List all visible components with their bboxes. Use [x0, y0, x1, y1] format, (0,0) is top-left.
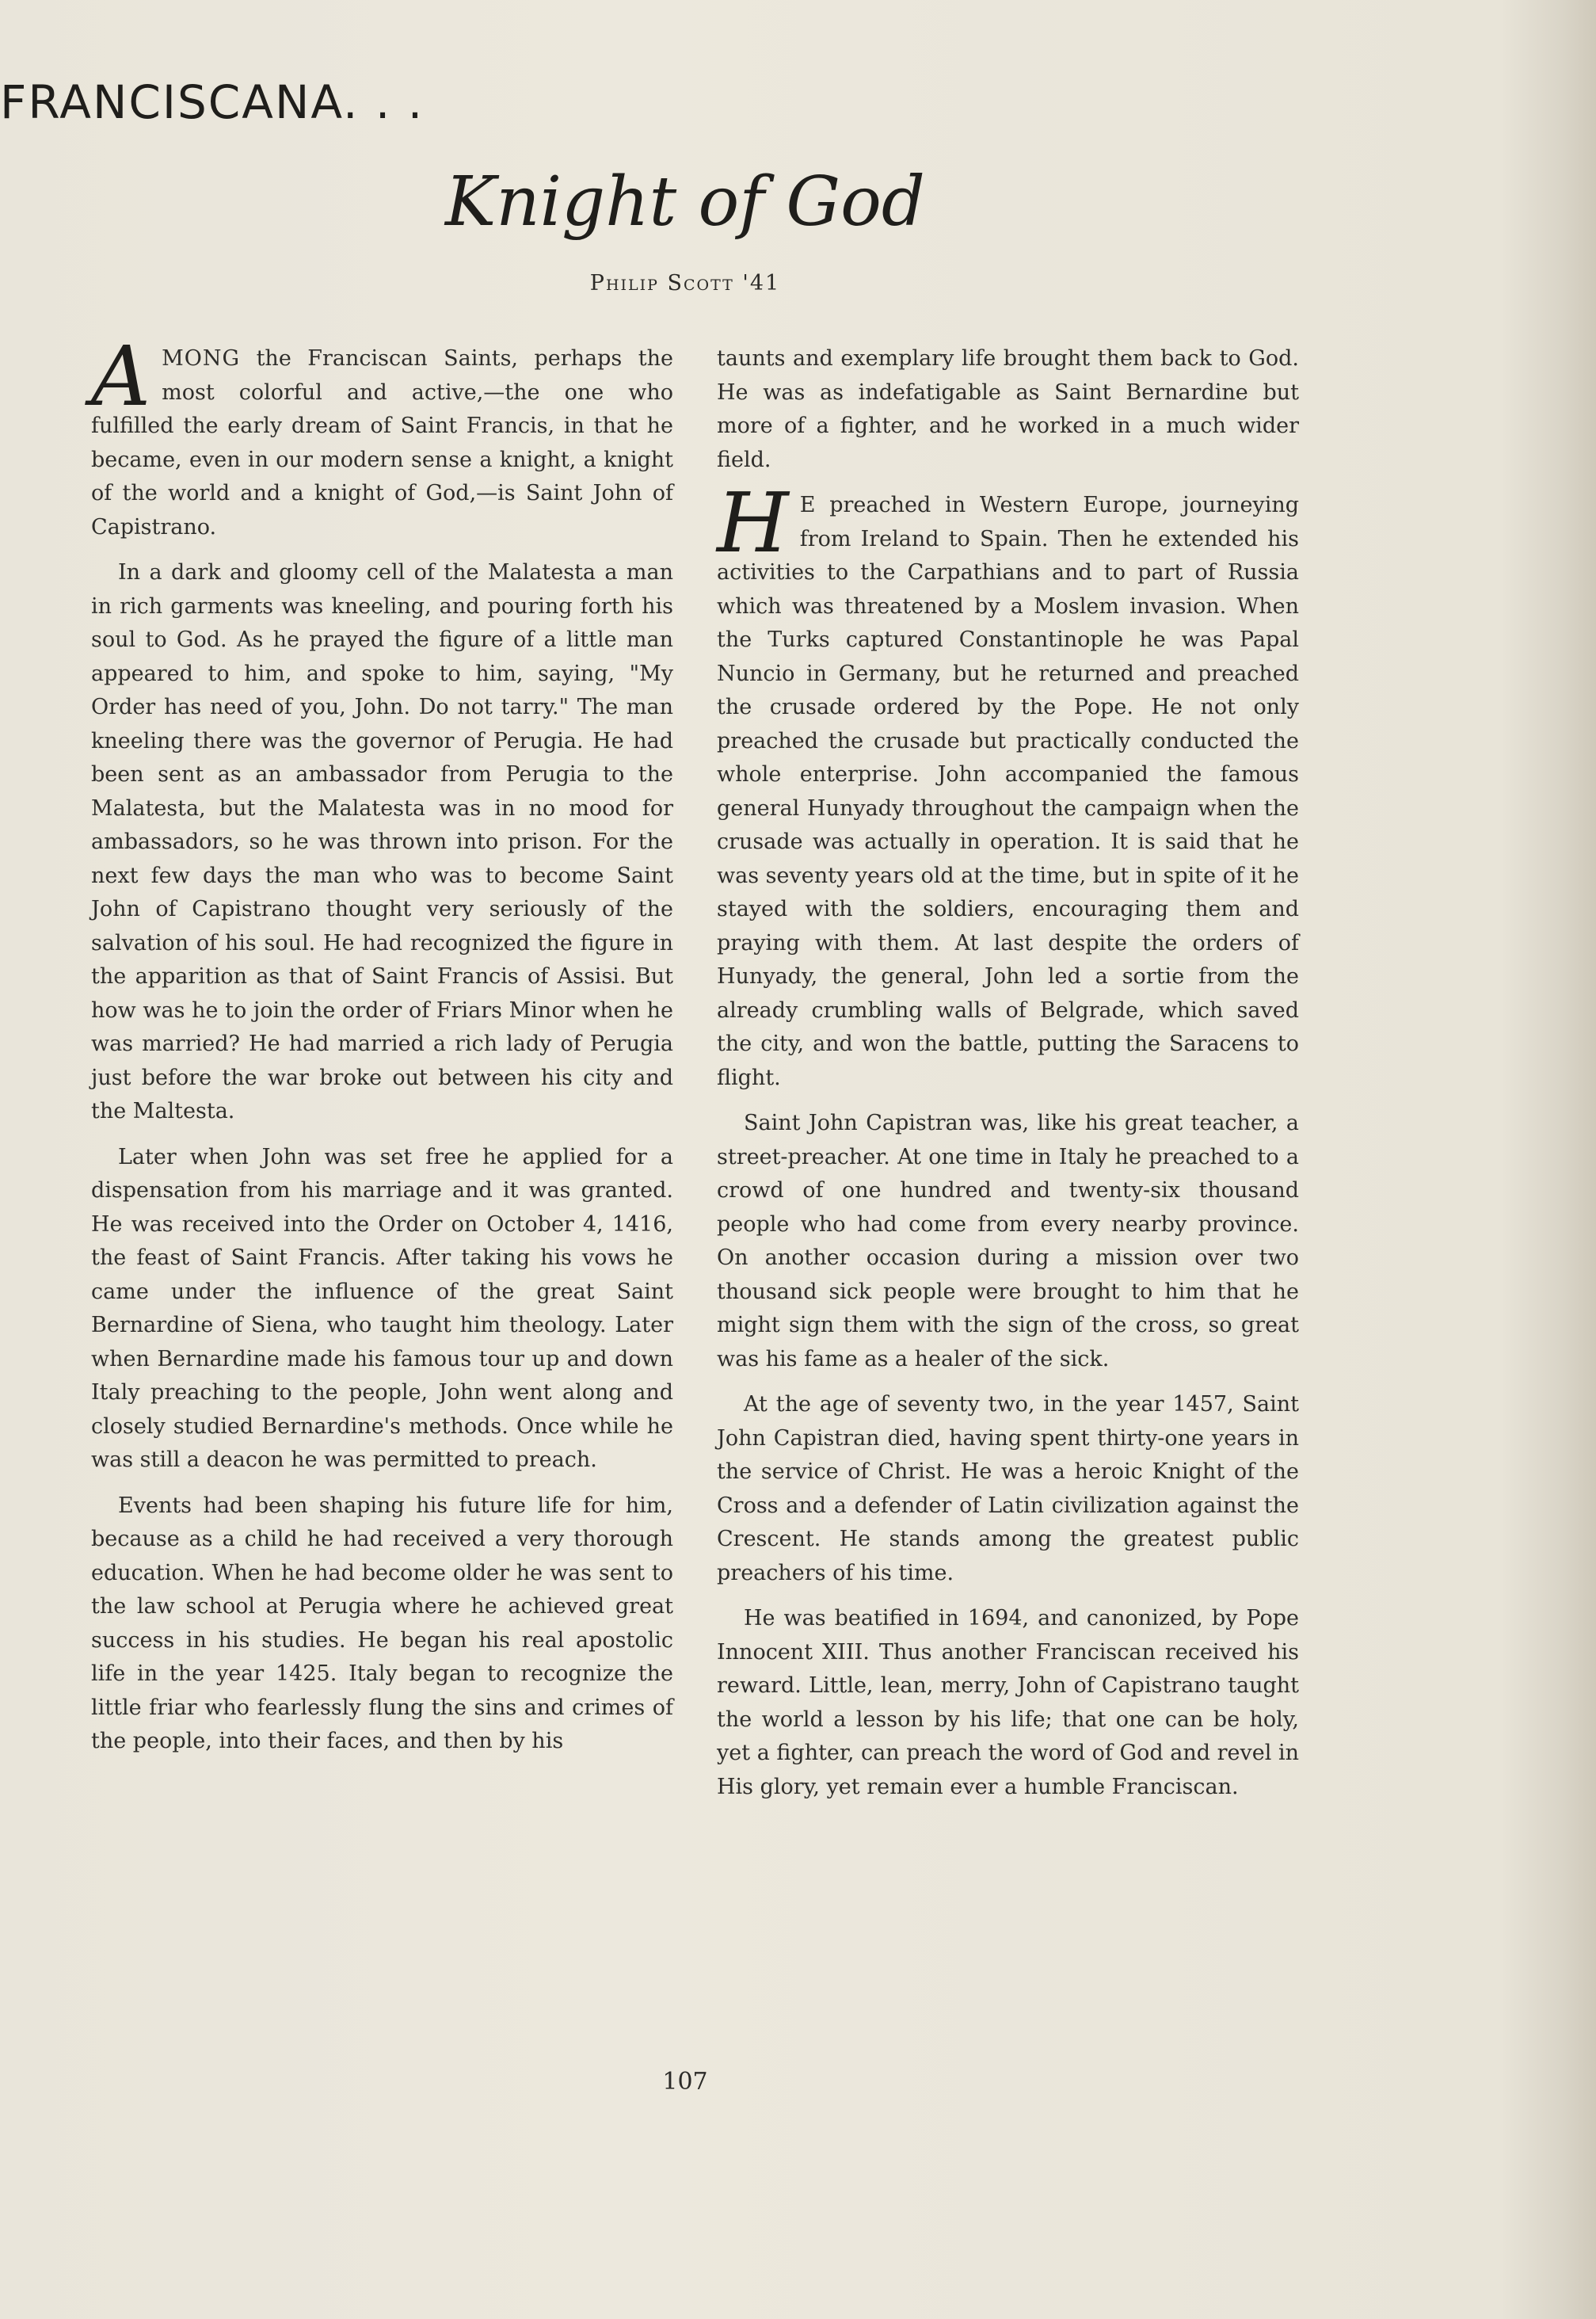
paragraph: Saint John Capistran was, like his great teacher, a street-preacher. At one time in Italy he preached to a crowd of one hundred and twenty-six thousand people who had come from every nearby province. On another occasion during a mission over two thousand sick people were brought to him that he might sign them with the sign of the cross, so great was his fame as a healer of the sick. [717, 1111, 1299, 1371]
paragraph [717, 475, 1299, 1095]
drop-cap-letter: H [717, 475, 789, 571]
text-column-left [91, 328, 673, 1771]
section-heading: FRANCISCANA. . . [0, 75, 425, 129]
drop-cap-letter: A [91, 328, 151, 425]
paragraph: taunts and exemplary life brought them back to God. He was as indefatigable as Saint Bernardine but more of a fighter, and he worked in a much wider field. [717, 346, 1299, 472]
text-column-right [717, 342, 1299, 1816]
paragraph: Later when John was set free he applied for a dispensation from his marriage and it was granted. He was received into the Order on October 4, 1416, the feast of Saint Francis. After taking his vows he came under the influence of the great Saint Bernardine of Siena, who taught him theology. Later when Bernardine made his famous tour up and down Italy preaching to the people, John went along and closely studied Bernardine's methods. Once while he was still a deacon he was permitted to preach. [91, 1144, 673, 1472]
paragraph: At the age of seventy two, in the year 1457, Saint John Capistran died, having spent thirty-one years in the service of Christ. He was a heroic Knight of the Cross and a defender of Latin civilization against the Crescent. He stands among the greatest public preachers of his time. [717, 1392, 1299, 1585]
article-title: Knight of God [445, 162, 925, 242]
paragraph-text: the Franciscan Saints, perhaps the most colorful and active,—the one who fulfilled the early dream of Saint Francis, in that he became, even in our modern sense a knight, a knight of the world and a knight of God,—is Saint John of Capistrano. [91, 346, 673, 540]
paragraph: In a dark and gloomy cell of the Malatesta a man in rich garments was kneeling, and pouring forth his soul to God. As he prayed the figure of a little man appeared to him, and spoke to him, saying, "My Order has need of you, John. Do not tarry." The man kneeling there was the governor of Perugia. He had been sent as an ambassador from Perugia to the Malatesta, but the Malatesta was in no mood for ambassadors, so he was thrown into prison. For the next few days the man who was to become Saint John of Capistrano thought very seriously of the salvation of his soul. He had recognized the figure in the apparition as that of Saint Francis of Assisi. But how was he to join the order of Friars Minor when he was married? He had married a rich lady of Perugia just before the war broke out between his city and the Maltesta. [91, 560, 673, 1123]
paragraph: Events had been shaping his future life for him, because as a child he had received a very thorough education. When he had become older he was sent to the law school at Perugia where he achieved great success in his studies. He began his real apostolic life in the year 1425. Italy began to recognize the little friar who fearlessly flung the sins and crimes of the people, into their faces, and then by his [91, 1493, 673, 1753]
paragraph: He was beatified in 1694, and canonized, by Pope Innocent XIII. Thus another Franciscan received his reward. Little, lean, merry, John of Capistrano taught the world a lesson by his life; that one can be holy, yet a fighter, can preach the word of God and revel in His glory, yet remain ever a humble Franciscan. [717, 1606, 1299, 1799]
article-byline: Philip Scott '41 [589, 271, 781, 296]
paragraph-text: E preached in Western Europe, journeying from Ireland to Spain. Then he extended his activities to the Carpathians and to part of Russia which was threatened by a Moslem invasion. When the Turks captured Constantinople he was Papal Nuncio in Germany, but he returned and preached the crusade ordered by the Pope. He not only preached the crusade but practically conducted the whole enterprise. John accompanied the famous general Hunyady throughout the campaign when the crusade was actually in operation. It is said that he was seventy years old at the time, but in spite of it he stayed with the soldiers, encouraging them and praying with them. At last despite the orders of Hunyady, the general, John led a sortie from the already crumbling walls of Belgrade, which saved the city, and won the battle, putting the Saracens to flight. [717, 493, 1299, 1090]
paragraph [91, 328, 673, 544]
page-number: 107 [662, 2068, 708, 2096]
lead-in-word: MONG [162, 346, 241, 371]
